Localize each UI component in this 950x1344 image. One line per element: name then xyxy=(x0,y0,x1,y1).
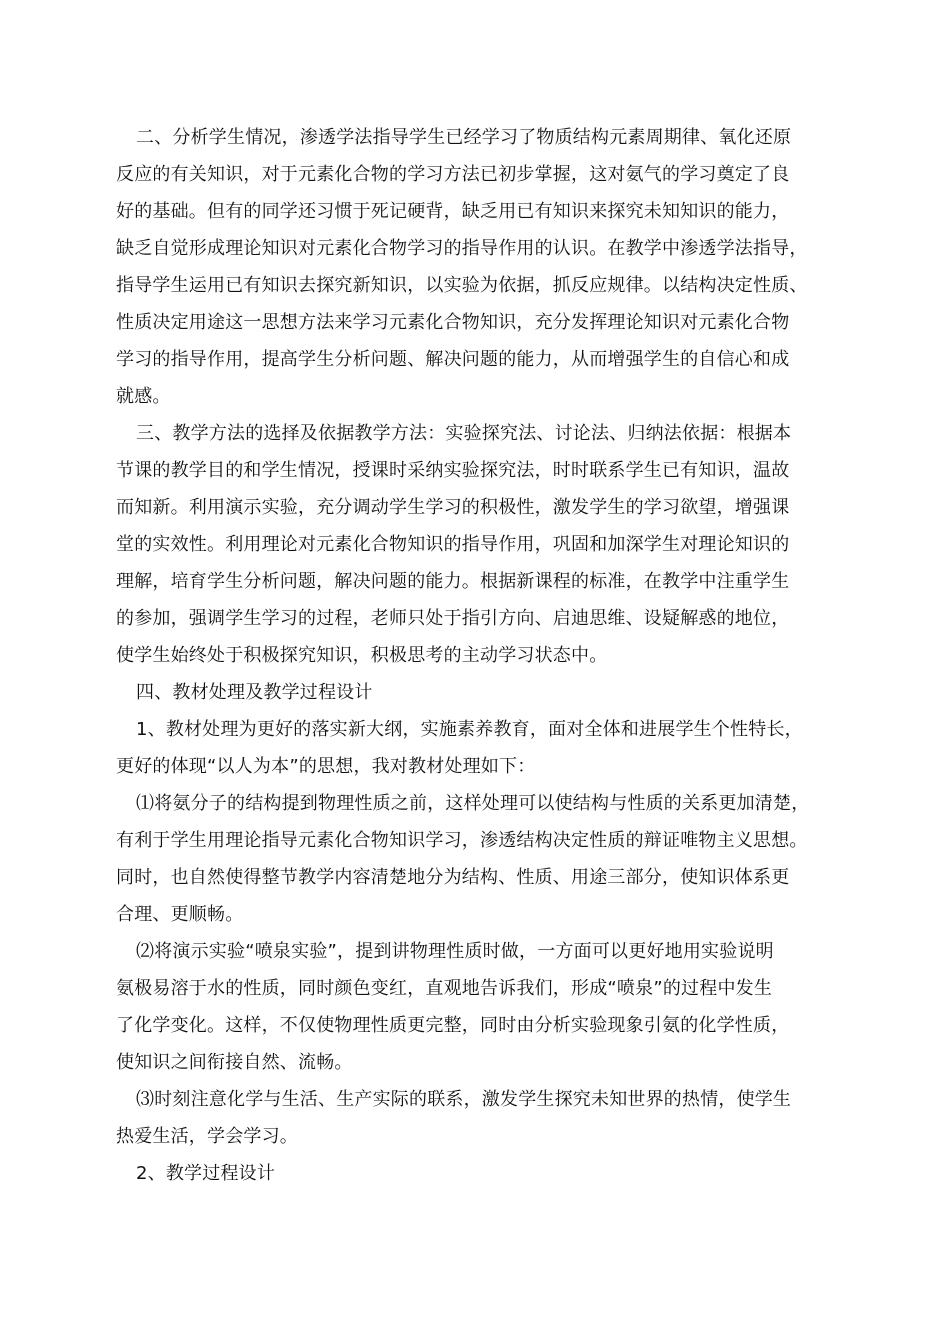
paragraph-2-line-3: 好的基础。但有的同学还习惯于死记硬背，缺乏用已有知识来探究未知知识的能力， xyxy=(116,201,790,222)
item-1-2-line-3: 了化学变化。这样，不仅使物理性质更完整，同时由分析实验现象引氨的化学性质， xyxy=(116,1015,790,1036)
paragraph-3-line-5: 理解，培育学生分析问题，解决问题的能力。根据新课程的标准，在教学中注重学生 xyxy=(116,571,790,592)
paragraph-2-line-7: 学习的指导作用，提高学生分析问题、解决问题的能力，从而增强学生的自信心和成 xyxy=(116,349,790,370)
paragraph-2-line-1: 二、分析学生情况，渗透学法指导学生已经学习了物质结构元素周期律、氧化还原 xyxy=(136,127,792,148)
paragraph-3-line-1: 三、教学方法的选择及依据教学方法：实验探究法、讨论法、归纳法依据：根据本 xyxy=(136,423,792,444)
item-1-1-line-1: ⑴将氨分子的结构提到物理性质之前，这样处理可以使结构与性质的关系更加清楚， xyxy=(136,793,810,814)
item-1-line-1: 1、教材处理为更好的落实新大纲，实施素养教育，面对全体和进展学生个性特长， xyxy=(136,719,803,740)
item-2-heading: 2、教学过程设计 xyxy=(136,1163,276,1184)
paragraph-3-line-7: 使学生始终处于积极探究知识，积极思考的主动学习状态中。 xyxy=(116,645,608,666)
item-1-2-line-1: ⑵将演示实验“喷泉实验”，提到讲物理性质时做，一方面可以更好地用实验说明 xyxy=(136,941,774,962)
paragraph-2-line-6: 性质决定用途这一思想方法来学习元素化合物知识，充分发挥理论知识对元素化合物 xyxy=(116,312,790,333)
paragraph-3-line-2: 节课的教学目的和学生情况，授课时采纳实验探究法，时时联系学生已有知识，温故 xyxy=(116,460,790,481)
section-4-heading: 四、教材处理及教学过程设计 xyxy=(136,682,373,703)
paragraph-3-line-4: 堂的实效性。利用理论对元素化合物知识的指导作用，巩固和加深学生对理论知识的 xyxy=(116,534,790,555)
paragraph-3-line-6: 的参加，强调学生学习的过程，老师只处于指引方向、启迪思维、设疑解惑的地位， xyxy=(116,608,790,629)
item-1-3-line-2: 热爱生活，学会学习。 xyxy=(116,1126,298,1147)
item-1-1-line-4: 合理、更顺畅。 xyxy=(116,904,244,925)
item-1-line-2: 更好的体现“以人为本”的思想，我对教材处理如下： xyxy=(116,756,536,777)
paragraph-2-line-4: 缺乏自觉形成理论知识对元素化合物学习的指导作用的认识。在教学中渗透学法指导， xyxy=(116,238,808,259)
paragraph-2-line-5: 指导学生运用已有知识去探究新知识，以实验为依据，抓反应规律。以结构决定性质、 xyxy=(116,275,808,296)
paragraph-3-line-3: 而知新。利用演示实验，充分调动学生学习的积极性，激发学生的学习欲望，增强课 xyxy=(116,497,790,518)
paragraph-2-line-2: 反应的有关知识，对于元素化合物的学习方法已初步掌握，这对氨气的学习奠定了良 xyxy=(116,164,790,185)
item-1-1-line-3: 同时，也自然使得整节教学内容清楚地分为结构、性质、用途三部分，使知识体系更 xyxy=(116,867,790,888)
item-1-2-line-4: 使知识之间衔接自然、流畅。 xyxy=(116,1052,353,1073)
paragraph-2-line-8: 就感。 xyxy=(116,386,171,407)
item-1-1-line-2: 有利于学生用理论指导元素化合物知识学习，渗透结构决定性质的辩证唯物主义思想。 xyxy=(116,830,808,851)
item-1-3-line-1: ⑶时刻注意化学与生活、生产实际的联系，激发学生探究未知世界的热情，使学生 xyxy=(136,1089,792,1110)
item-1-2-line-2: 氨极易溶于水的性质，同时颜色变红，直观地告诉我们，形成“喷泉”的过程中发生 xyxy=(116,978,773,999)
